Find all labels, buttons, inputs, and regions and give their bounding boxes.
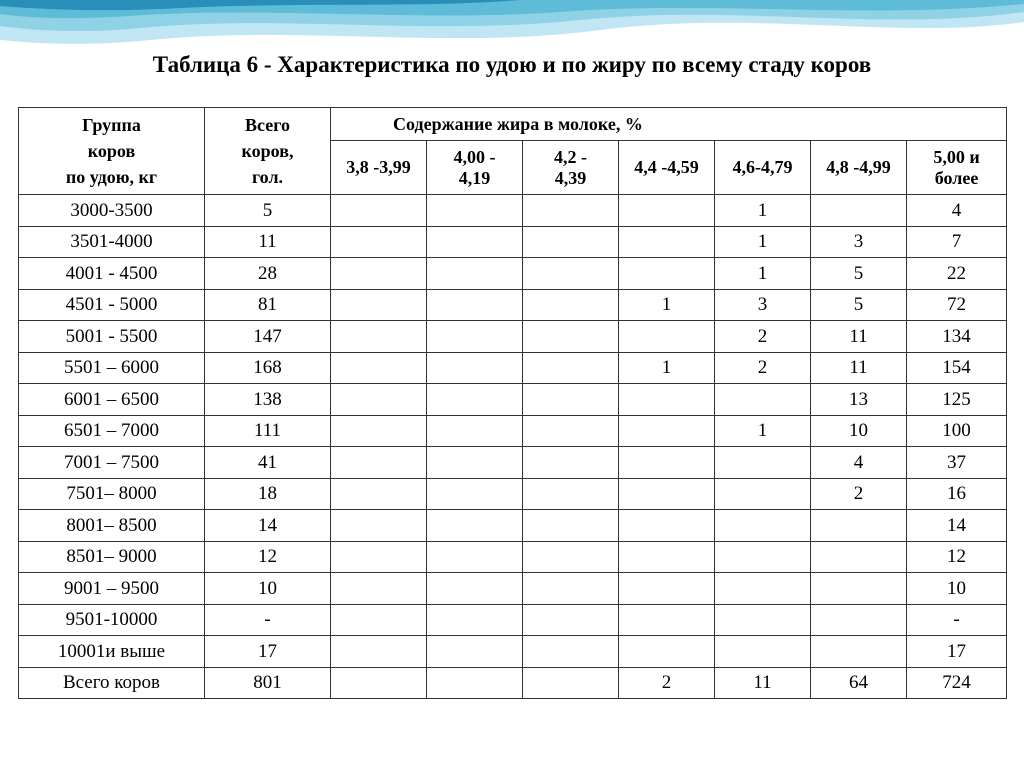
table-cell: [427, 415, 523, 447]
header-row-1: [19, 108, 1007, 141]
table-cell: 6501 – 7000: [19, 415, 205, 447]
table-cell: [523, 604, 619, 636]
table-row: [19, 636, 1007, 668]
table-cell: [619, 258, 715, 290]
table-cell: [715, 510, 811, 542]
header-fat-range: 4,00 - 4,19: [427, 141, 523, 195]
table-cell: [523, 415, 619, 447]
table-cell: 3501-4000: [19, 226, 205, 258]
table-cell: [715, 636, 811, 668]
table-row: [19, 447, 1007, 479]
table-cell: [523, 510, 619, 542]
table-cell: [331, 415, 427, 447]
table-cell: 11: [811, 321, 907, 353]
table-cell: [523, 667, 619, 699]
table-row: [19, 478, 1007, 510]
table-cell: [811, 195, 907, 227]
table-cell: 6001 – 6500: [19, 384, 205, 416]
table-cell: [331, 258, 427, 290]
table-cell: 9501-10000: [19, 604, 205, 636]
data-table: [18, 107, 1007, 699]
table-cell: 3: [811, 226, 907, 258]
table-cell: 1: [715, 226, 811, 258]
table-cell: [811, 636, 907, 668]
table-row: [19, 541, 1007, 573]
table-cell: 8001– 8500: [19, 510, 205, 542]
table-cell: 7: [907, 226, 1007, 258]
table-cell: [427, 289, 523, 321]
table-cell: [619, 415, 715, 447]
table-cell: 4: [907, 195, 1007, 227]
table-cell: 12: [205, 541, 331, 573]
table-cell: 16: [907, 478, 1007, 510]
header-group: Группа коров по удою, кг: [19, 108, 205, 195]
table-cell: [523, 226, 619, 258]
table-cell: [331, 384, 427, 416]
table-cell: [715, 604, 811, 636]
table-cell: 11: [715, 667, 811, 699]
table-cell: -: [205, 604, 331, 636]
table-cell: 125: [907, 384, 1007, 416]
table-cell: [427, 510, 523, 542]
table-cell: 18: [205, 478, 331, 510]
table-cell: [427, 195, 523, 227]
table-cell: 138: [205, 384, 331, 416]
table-cell: 64: [811, 667, 907, 699]
table-cell: [427, 226, 523, 258]
table-cell: [331, 667, 427, 699]
table-cell: [523, 195, 619, 227]
table-cell: 5501 – 6000: [19, 352, 205, 384]
header-fat-content: Содержание жира в молоке, %: [331, 108, 1007, 141]
table-cell: [523, 258, 619, 290]
table-cell: 168: [205, 352, 331, 384]
table-cell: 11: [811, 352, 907, 384]
table-cell: 9001 – 9500: [19, 573, 205, 605]
table-cell: [523, 289, 619, 321]
table-cell: [619, 604, 715, 636]
table-cell: 1: [715, 195, 811, 227]
table-cell: 81: [205, 289, 331, 321]
table-row: [19, 258, 1007, 290]
table-cell: 8501– 9000: [19, 541, 205, 573]
table-cell: 22: [907, 258, 1007, 290]
table-cell: [619, 195, 715, 227]
header-fat-range: 4,6-4,79: [715, 141, 811, 195]
table-row: [19, 226, 1007, 258]
table-cell: [523, 573, 619, 605]
table-cell: 13: [811, 384, 907, 416]
table-cell: [427, 447, 523, 479]
table-cell: 147: [205, 321, 331, 353]
header-total: Всего коров, гол.: [205, 108, 331, 195]
table-row: [19, 384, 1007, 416]
table-cell: [619, 478, 715, 510]
table-cell: 10: [907, 573, 1007, 605]
table-cell: [427, 636, 523, 668]
header-fat-range: 4,2 - 4,39: [523, 141, 619, 195]
table-cell: [331, 226, 427, 258]
table-cell: [715, 573, 811, 605]
table-cell: 1: [715, 415, 811, 447]
table-cell: [715, 478, 811, 510]
table-cell: [427, 352, 523, 384]
table-cell: 11: [205, 226, 331, 258]
table-cell: 2: [811, 478, 907, 510]
table-cell: [427, 321, 523, 353]
header-fat-range: 4,8 -4,99: [811, 141, 907, 195]
table-cell: -: [907, 604, 1007, 636]
table-cell: Всего коров: [19, 667, 205, 699]
table-cell: [619, 447, 715, 479]
table-cell: [619, 510, 715, 542]
table-cell: 12: [907, 541, 1007, 573]
table-cell: [523, 478, 619, 510]
table-cell: [715, 541, 811, 573]
table-cell: [331, 478, 427, 510]
table-cell: [331, 604, 427, 636]
table-cell: 5: [811, 289, 907, 321]
table-cell: 5: [205, 195, 331, 227]
page-title: Таблица 6 - Характеристика по удою и по жиру по всему стаду коров: [152, 52, 872, 77]
table-row: [19, 604, 1007, 636]
table-cell: [427, 384, 523, 416]
table-row: [19, 415, 1007, 447]
table-cell: [523, 384, 619, 416]
table-cell: [331, 573, 427, 605]
table-cell: 2: [715, 321, 811, 353]
table-cell: 17: [205, 636, 331, 668]
table-cell: 72: [907, 289, 1007, 321]
table-cell: [715, 447, 811, 479]
table-cell: 7001 – 7500: [19, 447, 205, 479]
table-cell: 4001 - 4500: [19, 258, 205, 290]
table-cell: 1: [715, 258, 811, 290]
table-cell: [331, 541, 427, 573]
table-cell: [523, 636, 619, 668]
table-row: [19, 289, 1007, 321]
table-cell: [811, 573, 907, 605]
table-cell: 41: [205, 447, 331, 479]
table-cell: 5001 - 5500: [19, 321, 205, 353]
table-cell: [619, 573, 715, 605]
table-cell: [331, 321, 427, 353]
table-cell: 10001и выше: [19, 636, 205, 668]
header-fat-range: 4,4 -4,59: [619, 141, 715, 195]
table-cell: 1: [619, 352, 715, 384]
table-cell: [523, 352, 619, 384]
table-cell: [427, 604, 523, 636]
table-cell: [619, 226, 715, 258]
table-cell: 14: [205, 510, 331, 542]
table-cell: [619, 384, 715, 416]
table-cell: 724: [907, 667, 1007, 699]
table-cell: 5: [811, 258, 907, 290]
table-cell: [331, 636, 427, 668]
table-row: [19, 195, 1007, 227]
table-cell: [619, 541, 715, 573]
table-row: [19, 352, 1007, 384]
table-cell: [331, 352, 427, 384]
table-cell: [523, 321, 619, 353]
table-cell: [427, 573, 523, 605]
table-cell: 7501– 8000: [19, 478, 205, 510]
table-cell: [619, 321, 715, 353]
table-cell: [427, 478, 523, 510]
table-cell: [331, 510, 427, 542]
table-cell: 37: [907, 447, 1007, 479]
table-cell: [715, 384, 811, 416]
table-cell: 3: [715, 289, 811, 321]
table-cell: [427, 541, 523, 573]
table-cell: [427, 258, 523, 290]
table-cell: [523, 447, 619, 479]
table-cell: 3000-3500: [19, 195, 205, 227]
table-row: [19, 510, 1007, 542]
table-cell: 801: [205, 667, 331, 699]
table-cell: 100: [907, 415, 1007, 447]
table-cell: [811, 604, 907, 636]
table-cell: [427, 667, 523, 699]
table-cell: [619, 636, 715, 668]
table-cell: 111: [205, 415, 331, 447]
table-cell: 4501 - 5000: [19, 289, 205, 321]
table-cell: [811, 541, 907, 573]
table-cell: 4: [811, 447, 907, 479]
table-cell: 2: [619, 667, 715, 699]
header-fat-range: 3,8 -3,99: [331, 141, 427, 195]
table-row: [19, 573, 1007, 605]
table-cell: 134: [907, 321, 1007, 353]
table-cell: [331, 195, 427, 227]
table-cell: [811, 510, 907, 542]
header-fat-range: 5,00 и более: [907, 141, 1007, 195]
table-row: [19, 321, 1007, 353]
table-cell: 1: [619, 289, 715, 321]
table-cell: 28: [205, 258, 331, 290]
table-cell: 2: [715, 352, 811, 384]
table-cell: 10: [205, 573, 331, 605]
table-cell: 14: [907, 510, 1007, 542]
table-row: [19, 667, 1007, 699]
table-cell: [523, 541, 619, 573]
table-cell: 10: [811, 415, 907, 447]
table-cell: [331, 447, 427, 479]
table-cell: [331, 289, 427, 321]
table-cell: 17: [907, 636, 1007, 668]
table-cell: 154: [907, 352, 1007, 384]
